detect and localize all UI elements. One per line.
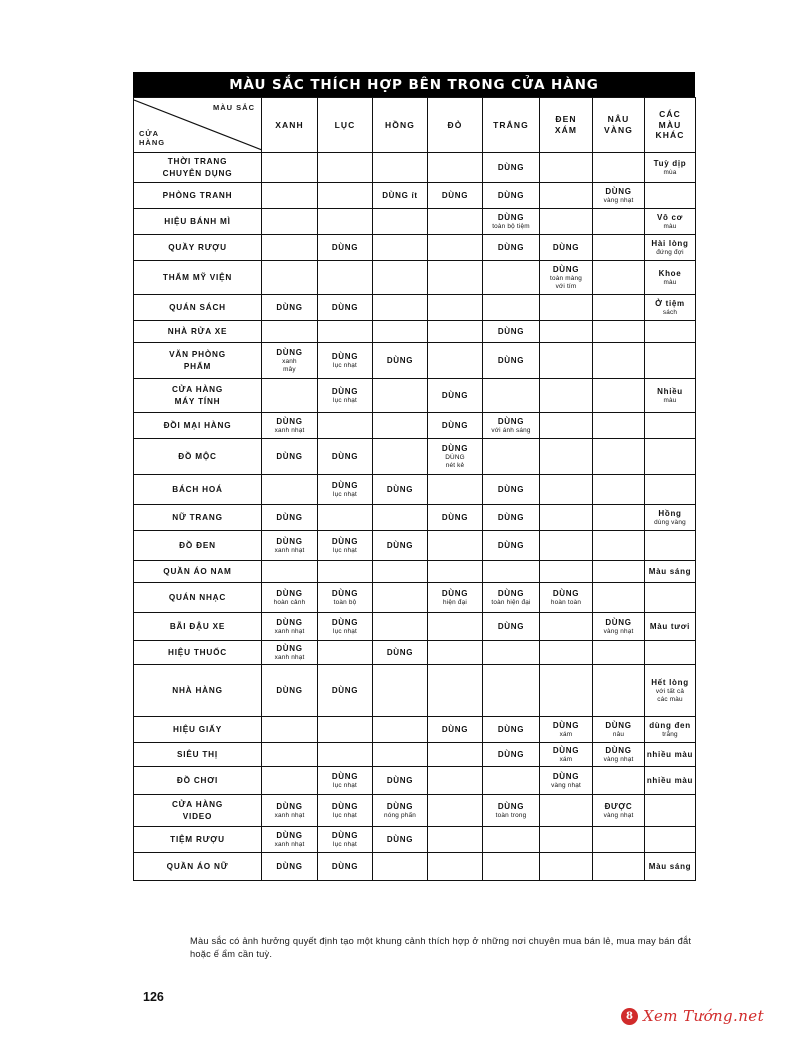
table-cell: DÙNG DÙNG nét kẻ — [428, 439, 483, 475]
table-cell — [645, 475, 696, 505]
table-cell — [540, 561, 593, 583]
table-cell: DÙNG — [428, 379, 483, 413]
table-cell — [483, 853, 540, 881]
row-label: CỬA HÀNG MÁY TÍNH — [134, 379, 262, 413]
table-cell — [593, 475, 645, 505]
table-cell: DÙNG — [483, 531, 540, 561]
table-cell — [540, 183, 593, 209]
table-row — [134, 413, 696, 439]
table-row — [134, 717, 696, 743]
row-label: ĐỒ CHƠI — [134, 767, 262, 795]
table-cell — [373, 717, 428, 743]
row-label: QUẦN ÁO NỮ — [134, 853, 262, 881]
table-cell — [645, 439, 696, 475]
table-cell — [262, 767, 318, 795]
table-cell: DÙNG — [262, 295, 318, 321]
table-cell — [593, 641, 645, 665]
table-cell — [373, 853, 428, 881]
table-row — [134, 853, 696, 881]
table-cell — [593, 767, 645, 795]
row-label: HIỆU BÁNH MÌ — [134, 209, 262, 235]
table-row — [134, 209, 696, 235]
table-row — [134, 531, 696, 561]
color-suitability-table — [133, 97, 696, 881]
table-cell — [318, 641, 373, 665]
table-cell: DÙNG xanh nhạt — [262, 641, 318, 665]
table-cell — [428, 321, 483, 343]
table-cell — [373, 613, 428, 641]
table-cell — [483, 295, 540, 321]
table-cell: DÙNG — [483, 235, 540, 261]
table-cell — [593, 665, 645, 717]
table-cell: Vô cơ màu — [645, 209, 696, 235]
table-cell — [540, 827, 593, 853]
table-cell — [593, 295, 645, 321]
table-cell — [262, 475, 318, 505]
table-cell — [645, 343, 696, 379]
table-cell — [428, 531, 483, 561]
table-cell: DÙNG — [483, 183, 540, 209]
table-cell — [593, 583, 645, 613]
table-cell — [373, 439, 428, 475]
table-cell: DÙNG toàn màng với tím — [540, 261, 593, 295]
table-footnote: Màu sắc có ảnh hưởng quyết định tạo một khung cảnh thích hợp ở những nơi chuyên mua bán lẻ, mua may bán đắt hoặc ế ẩm cần tuỳ. — [190, 936, 692, 960]
table-cell — [428, 795, 483, 827]
table-cell — [540, 795, 593, 827]
table-cell — [373, 561, 428, 583]
table-cell — [483, 641, 540, 665]
table-cell — [373, 235, 428, 261]
table-cell: DÙNG lục nhạt — [318, 767, 373, 795]
table-row — [134, 665, 696, 717]
table-cell: DÙNG lục nhạt — [318, 475, 373, 505]
table-cell: DÙNG — [483, 505, 540, 531]
watermark — [621, 1007, 764, 1025]
table-cell — [428, 641, 483, 665]
table-cell: DÙNG — [428, 183, 483, 209]
table-cell: DÙNG — [483, 475, 540, 505]
table-cell — [428, 665, 483, 717]
table-cell — [373, 153, 428, 183]
table-cell — [593, 379, 645, 413]
table-cell — [318, 717, 373, 743]
table-cell — [373, 665, 428, 717]
table-cell — [483, 561, 540, 583]
table-row — [134, 505, 696, 531]
table-cell: Nhiều màu — [645, 379, 696, 413]
table-cell — [645, 827, 696, 853]
table-row — [134, 183, 696, 209]
table-cell: DÙNG xanh mây — [262, 343, 318, 379]
table-cell: DÙNG — [483, 717, 540, 743]
table-cell — [540, 379, 593, 413]
row-label: THẨM MỸ VIỆN — [134, 261, 262, 295]
table-cell — [540, 343, 593, 379]
table-cell — [428, 209, 483, 235]
table-cell: DÙNG hoàn toàn — [540, 583, 593, 613]
table-cell: DÙNG lục nhạt — [318, 795, 373, 827]
table-cell: DÙNG lục nhạt — [318, 343, 373, 379]
table-cell — [373, 321, 428, 343]
table-cell: DÙNG — [483, 153, 540, 183]
page-number: 126 — [143, 990, 164, 1004]
table-cell — [262, 209, 318, 235]
row-label: BÃI ĐẬU XE — [134, 613, 262, 641]
row-label: NHÀ HÀNG — [134, 665, 262, 717]
table-cell — [483, 827, 540, 853]
row-label: BÁCH HOÁ — [134, 475, 262, 505]
table-row — [134, 321, 696, 343]
table-cell — [593, 531, 645, 561]
table-row — [134, 261, 696, 295]
table-cell — [540, 439, 593, 475]
table-cell — [428, 743, 483, 767]
row-label: CỬA HÀNG VIDEO — [134, 795, 262, 827]
table-cell — [593, 343, 645, 379]
table-cell: DÙNG — [262, 665, 318, 717]
table-cell — [540, 613, 593, 641]
table-row — [134, 235, 696, 261]
table-cell — [318, 261, 373, 295]
table-row — [134, 613, 696, 641]
table-cell: DÙNG — [318, 853, 373, 881]
table-cell: DÙNG ít — [373, 183, 428, 209]
table-cell: DÙNG toàn trong — [483, 795, 540, 827]
column-header-hong: HỒNG — [373, 98, 428, 153]
table-cell — [373, 295, 428, 321]
table-cell: Tuỳ dịp mùa — [645, 153, 696, 183]
row-label: QUÁN SÁCH — [134, 295, 262, 321]
table-row — [134, 641, 696, 665]
table-cell: Hết lòng với tất cả các màu — [645, 665, 696, 717]
table-cell — [318, 153, 373, 183]
table-cell — [373, 261, 428, 295]
table-cell — [262, 321, 318, 343]
table-cell — [483, 261, 540, 295]
table-cell: DÙNG — [318, 295, 373, 321]
table-cell: DÙNG xanh nhạt — [262, 613, 318, 641]
table-cell — [318, 209, 373, 235]
row-label: QUẦN ÁO NAM — [134, 561, 262, 583]
table-cell — [262, 183, 318, 209]
table-cell — [428, 475, 483, 505]
table-cell — [593, 413, 645, 439]
table-cell — [540, 295, 593, 321]
table-cell: DÙNG xanh nhạt — [262, 413, 318, 439]
table-cell — [428, 295, 483, 321]
table-cell: DÙNG — [318, 235, 373, 261]
corner-label-color: MÀU SẮC — [213, 103, 255, 112]
table-cell — [593, 235, 645, 261]
table-cell — [540, 531, 593, 561]
table-cell: Hài lòng đứng đợi — [645, 235, 696, 261]
table-row — [134, 561, 696, 583]
table-cell: Màu sáng — [645, 853, 696, 881]
table-cell — [645, 413, 696, 439]
table-cell — [428, 561, 483, 583]
table-cell — [645, 795, 696, 827]
table-cell: DÙNG — [373, 531, 428, 561]
table-cell — [593, 853, 645, 881]
row-label: NHÀ RỬA XE — [134, 321, 262, 343]
table-cell: DÙNG lục nhạt — [318, 379, 373, 413]
table-cell — [373, 743, 428, 767]
table-cell: DÙNG xanh nhạt — [262, 795, 318, 827]
table-cell: DÙNG — [428, 505, 483, 531]
table-cell — [593, 827, 645, 853]
corner-label-shop: CỬA HÀNG — [139, 129, 166, 147]
row-label: PHÒNG TRANH — [134, 183, 262, 209]
table-cell: DÙNG toàn bộ — [318, 583, 373, 613]
table-cell: DÙNG — [483, 343, 540, 379]
table-cell — [318, 321, 373, 343]
table-row — [134, 827, 696, 853]
table-cell: Ở tiệm sách — [645, 295, 696, 321]
column-header-xanh: XANH — [262, 98, 318, 153]
table-row — [134, 583, 696, 613]
table-cell: DÙNG nâu — [593, 717, 645, 743]
row-label: QUÁN NHẠC — [134, 583, 262, 613]
row-label: THỜI TRANG CHUYÊN DỤNG — [134, 153, 262, 183]
row-label: ĐỒ MỘC — [134, 439, 262, 475]
column-header-do: ĐỎ — [428, 98, 483, 153]
table-cell — [428, 853, 483, 881]
watermark-text: Xem Tướng.net — [642, 1007, 764, 1025]
table-cell: DÙNG nóng phấn — [373, 795, 428, 827]
table-cell — [483, 439, 540, 475]
table-cell — [540, 475, 593, 505]
table-cell — [373, 209, 428, 235]
row-label: VĂN PHÒNG PHẨM — [134, 343, 262, 379]
table-title: MÀU SẮC THÍCH HỢP BÊN TRONG CỬA HÀNG — [133, 72, 695, 97]
table-cell — [262, 743, 318, 767]
table-cell: Hồng dùng vàng — [645, 505, 696, 531]
table-cell: DÙNG — [483, 743, 540, 767]
table-cell — [593, 321, 645, 343]
color-table-container — [133, 72, 695, 881]
table-cell: DÙNG vàng nhạt — [593, 743, 645, 767]
table-cell — [593, 439, 645, 475]
table-cell — [483, 379, 540, 413]
table-cell — [428, 827, 483, 853]
table-cell — [373, 583, 428, 613]
watermark-badge-icon: 8 — [621, 1008, 638, 1025]
table-cell: DÙNG hiện đại — [428, 583, 483, 613]
table-cell: DÙNG vàng nhạt — [593, 613, 645, 641]
table-cell — [593, 561, 645, 583]
table-cell: nhiều màu — [645, 767, 696, 795]
row-label: ĐỒI MẠI HÀNG — [134, 413, 262, 439]
table-cell: DÙNG toàn hiện đại — [483, 583, 540, 613]
column-header-trang: TRẮNG — [483, 98, 540, 153]
table-cell: DÙNG lục nhạt — [318, 827, 373, 853]
table-cell — [428, 767, 483, 795]
table-header-row — [134, 98, 696, 153]
table-cell: DÙNG — [373, 343, 428, 379]
table-cell — [262, 379, 318, 413]
table-cell — [373, 413, 428, 439]
column-header-cac-mau-khac: CÁC MÀU KHÁC — [645, 98, 696, 153]
table-body — [134, 153, 696, 881]
table-cell: DÙNG — [373, 827, 428, 853]
table-cell — [318, 743, 373, 767]
table-cell: DÙNG — [428, 717, 483, 743]
table-cell: ĐƯỢC vàng nhạt — [593, 795, 645, 827]
table-cell: DÙNG hoàn cảnh — [262, 583, 318, 613]
table-row — [134, 295, 696, 321]
row-label: NỮ TRANG — [134, 505, 262, 531]
table-cell: DÙNG với ánh sáng — [483, 413, 540, 439]
table-cell: DÙNG — [262, 439, 318, 475]
table-cell — [262, 717, 318, 743]
table-cell: nhiều màu — [645, 743, 696, 767]
table-cell: DÙNG — [262, 505, 318, 531]
table-cell: DÙNG xám — [540, 743, 593, 767]
table-cell: Màu sáng — [645, 561, 696, 583]
table-cell — [593, 505, 645, 531]
table-cell: DÙNG — [262, 853, 318, 881]
table-corner-header — [134, 98, 262, 153]
table-cell — [262, 561, 318, 583]
table-cell — [540, 641, 593, 665]
table-cell — [540, 153, 593, 183]
table-cell: DÙNG lục nhạt — [318, 531, 373, 561]
column-header-luc: LỤC — [318, 98, 373, 153]
row-label: ĐỒ ĐEN — [134, 531, 262, 561]
table-cell: DÙNG — [373, 641, 428, 665]
table-cell: DÙNG toàn bộ tiệm — [483, 209, 540, 235]
table-row — [134, 743, 696, 767]
table-cell — [318, 505, 373, 531]
table-cell: DÙNG xanh nhạt — [262, 827, 318, 853]
table-cell — [540, 413, 593, 439]
table-cell — [262, 235, 318, 261]
table-cell: DÙNG — [483, 613, 540, 641]
table-cell: DÙNG — [373, 475, 428, 505]
table-cell — [428, 261, 483, 295]
table-cell: Khoe màu — [645, 261, 696, 295]
table-cell — [428, 153, 483, 183]
table-cell — [262, 261, 318, 295]
table-cell — [540, 853, 593, 881]
table-cell: DÙNG — [373, 767, 428, 795]
row-label: SIÊU THỊ — [134, 743, 262, 767]
table-cell — [540, 665, 593, 717]
table-cell: DÙNG xanh nhạt — [262, 531, 318, 561]
table-cell — [373, 379, 428, 413]
column-header-nau-vang: NÂU VÀNG — [593, 98, 645, 153]
table-cell — [428, 343, 483, 379]
table-cell — [373, 505, 428, 531]
table-cell — [645, 531, 696, 561]
table-cell — [645, 641, 696, 665]
table-cell — [540, 505, 593, 531]
row-label: HIỆU GIẤY — [134, 717, 262, 743]
table-cell: DÙNG vàng nhạt — [593, 183, 645, 209]
row-label: QUẦY RƯỢU — [134, 235, 262, 261]
table-cell: DÙNG — [540, 235, 593, 261]
table-cell — [428, 235, 483, 261]
table-cell — [540, 209, 593, 235]
table-row — [134, 153, 696, 183]
table-row — [134, 343, 696, 379]
table-cell — [593, 153, 645, 183]
table-cell — [318, 413, 373, 439]
table-row — [134, 767, 696, 795]
table-row — [134, 475, 696, 505]
table-cell: DÙNG — [318, 665, 373, 717]
row-label: TIỆM RƯỢU — [134, 827, 262, 853]
table-cell — [318, 561, 373, 583]
table-row — [134, 379, 696, 413]
table-cell: DÙNG lục nhạt — [318, 613, 373, 641]
table-row — [134, 795, 696, 827]
table-cell — [540, 321, 593, 343]
table-cell — [645, 321, 696, 343]
table-row — [134, 439, 696, 475]
table-cell — [593, 261, 645, 295]
table-cell — [483, 767, 540, 795]
table-cell: DÙNG vàng nhạt — [540, 767, 593, 795]
column-header-den-xam: ĐEN XÁM — [540, 98, 593, 153]
table-cell — [645, 183, 696, 209]
table-cell — [645, 583, 696, 613]
table-cell — [593, 209, 645, 235]
row-label: HIỆU THUỐC — [134, 641, 262, 665]
table-cell: dùng đen trắng — [645, 717, 696, 743]
table-cell: DÙNG xám — [540, 717, 593, 743]
table-cell — [428, 613, 483, 641]
table-cell: Màu tươi — [645, 613, 696, 641]
table-cell: DÙNG — [483, 321, 540, 343]
table-cell — [483, 665, 540, 717]
table-cell — [318, 183, 373, 209]
table-cell — [262, 153, 318, 183]
table-cell: DÙNG — [428, 413, 483, 439]
table-cell: DÙNG — [318, 439, 373, 475]
